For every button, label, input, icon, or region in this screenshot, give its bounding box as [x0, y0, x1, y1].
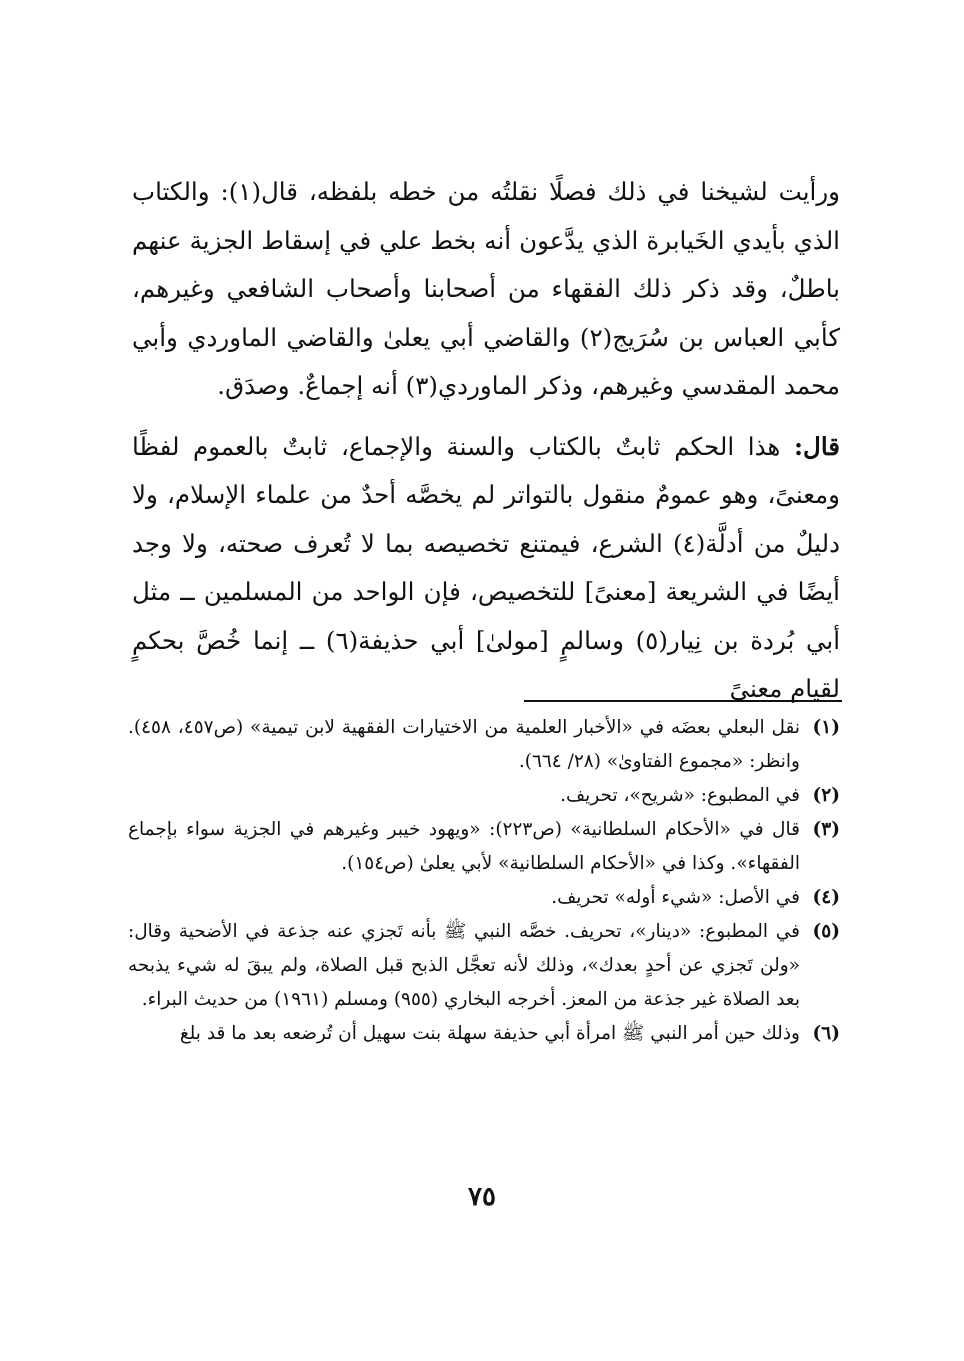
footnote-number: (٥)	[812, 921, 840, 942]
paragraph-text: ورأيت لشيخنا في ذلك فصلًا نقلتُه من خطه بلفظه، قال(١): والكتاب الذي بأيدي الخَيابرة الذي يدَّعون أنه بخط علي في إسقاط الجزية عنهم باطلٌ، وقد ذكر ذلك الفقهاء من أصحابنا وأصحاب الشافعي وغيرهم، كأبي العباس بن سُرَيج(٢) والقاضي أبي يعلىٰ والقاضي الماوردي وأبي محمد المقدسي وغيرهم، وذكر الماوردي(٣) أنه إجماعٌ. وصدَق.	[132, 177, 841, 400]
footnote-text: في الأصل: «شيء أوله» تحريف.	[551, 887, 800, 908]
footnote-number: (٢)	[812, 785, 840, 806]
footnote-separator	[524, 700, 842, 702]
main-text	[132, 168, 840, 726]
footnote-number: (١)	[812, 717, 840, 738]
footnote	[128, 881, 840, 915]
footnote	[128, 813, 840, 881]
footnote	[128, 711, 840, 779]
footnote-text: وذلك حين أمر النبي ﷺ امرأة أبي حذيفة سهلة بنت سهيل أن تُرضعه بعد ما قد بلغ	[179, 1023, 800, 1044]
footnote-text: في المطبوع: «شريح»، تحريف.	[560, 785, 800, 806]
footnote	[128, 915, 840, 1017]
footnote-text: نقل البعلي بعضَه في «الأخبار العلمية من الاختيارات الفقهية لابن تيمية» (ص٤٥٧، ٤٥٨). وانظر: «مجموع الفتاوىٰ» (٢٨/ ٦٦٤).	[128, 717, 800, 772]
footnote-text: في المطبوع: «دينار»، تحريف. خصَّه النبي ﷺ بأنه تَجزي عنه جذعة في الأضحية وقال: «ولن تَجزي عن أحدٍ بعدك»، وذلك لأنه تعجَّل الذبح قبل الصلاة، ولم يبقَ له شيء يذبحه بعد الصلاة غير جذعة من المعز. أخرجه البخاري (٩٥٥) ومسلم (١٩٦١) من حديث البراء.	[128, 921, 800, 1010]
footnote	[128, 779, 840, 813]
footnote-number: (٣)	[812, 819, 840, 840]
paragraph-1	[132, 168, 840, 411]
paragraph-2	[132, 423, 840, 714]
paragraph-text: هذا الحكم ثابتٌ بالكتاب والسنة والإجماع، ثابتٌ بالعموم لفظًا ومعنىً، وهو عمومٌ منقول بالتواتر لم يخصَّه أحدٌ من علماء الإسلام، ولا دليلٌ من أدلَّة(٤) الشرع، فيمتنع تخصيصه بما لا تُعرف صحته، ولا وجد أيضًا في الشريعة [معنىً] للتخصيص، فإن الواحد من المسلمين ــ مثل أبي بُردة بن نِيار(٥) وسالمٍ [مولىٰ] أبي حذيفة(٦) ــ إنما خُصَّ بحكمٍ لقيام معنىً	[132, 431, 840, 703]
footnote-number: (٤)	[812, 887, 840, 908]
footnote-number: (٦)	[812, 1023, 840, 1044]
footnote-text: قال في «الأحكام السلطانية» (ص٢٢٣): «ويهود خيبر وغيرهم في الجزية سواء بإجماع الفقهاء». وكذا في «الأحكام السلطانية» لأبي يعلىٰ (ص١٥٤).	[128, 819, 800, 874]
footnotes	[128, 711, 840, 1051]
footnote	[128, 1017, 840, 1051]
page-number: ٧٥	[468, 1182, 496, 1212]
paragraph-lead: قال:	[793, 431, 840, 461]
